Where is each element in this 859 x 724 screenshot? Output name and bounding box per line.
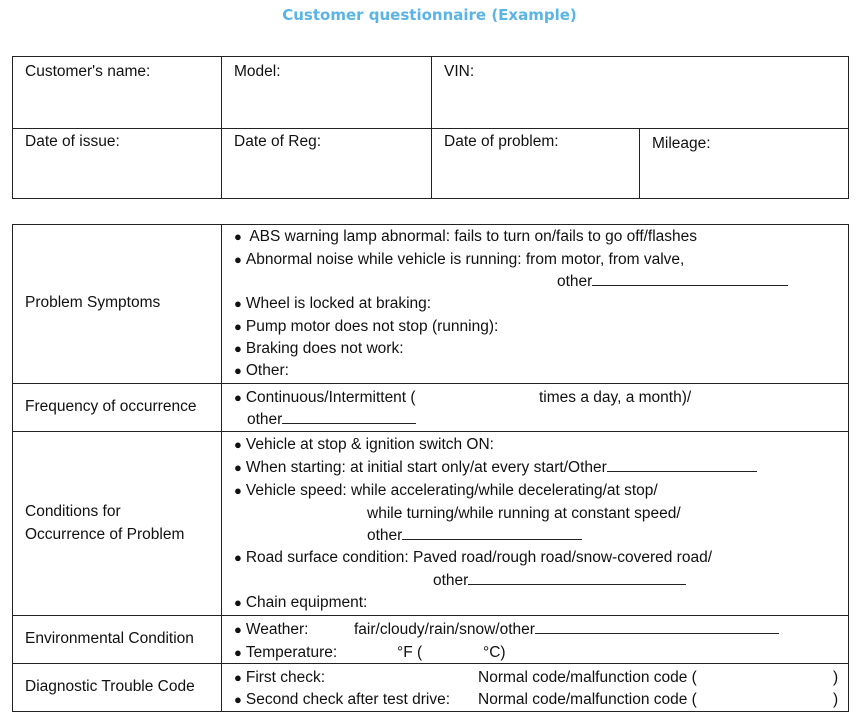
vehicle-stop-item[interactable]: ● Vehicle at stop & ignition switch ON: [234,436,494,453]
weather-item[interactable]: ● Weather: [234,621,309,638]
vehicle-speed-cont: while turning/while running at constant speed/ [367,505,681,522]
vehicle-speed-other[interactable]: other [367,526,582,546]
braking-item[interactable]: ● Braking does not work: [234,340,404,357]
second-check-options[interactable]: Normal code/malfunction code ( [478,691,697,708]
frequency-other[interactable]: other [247,410,416,430]
date-of-reg-field[interactable]: Date of Reg: [234,133,322,150]
temperature-celsius[interactable]: °C) [483,644,506,661]
frequency-item[interactable]: ● Continuous/Intermittent ( [234,389,416,406]
temperature-fahrenheit[interactable]: °F ( [397,644,423,661]
page-title: Customer questionnaire (Example) [282,6,577,24]
environment-label: Environmental Condition [25,630,194,647]
second-check-close: ) [833,691,839,708]
abnormal-noise-other[interactable]: other [557,272,788,292]
vehicle-speed-item[interactable]: ● Vehicle speed: while accelerating/while decelerating/at stop/ [234,482,658,499]
date-of-problem-field[interactable]: Date of problem: [444,133,559,150]
vin-field[interactable]: VIN: [444,63,475,80]
abs-lamp-item[interactable]: ● ABS warning lamp abnormal: fails to turn on/fails to go off/flashes [234,228,698,245]
pump-motor-item[interactable]: ● Pump motor does not stop (running): [234,318,499,335]
conditions-label-2: Occurrence of Problem [25,526,185,543]
frequency-label: Frequency of occurrence [25,398,197,415]
mileage-field[interactable]: Mileage: [652,135,711,152]
first-check-options[interactable]: Normal code/malfunction code ( [478,669,697,686]
customers-name-field[interactable]: Customer's name: [25,63,151,80]
conditions-label-1: Conditions for [25,503,121,520]
road-surface-other[interactable]: other [433,571,686,591]
frequency-times: times a day, a month)/ [539,389,692,406]
when-starting-item[interactable]: ● When starting: at initial start only/at every start/Other [234,458,757,478]
temperature-item[interactable]: ● Temperature: [234,644,338,661]
problem-symptoms-label: Problem Symptoms [25,294,161,311]
road-surface-item[interactable]: ● Road surface condition: Paved road/rough road/snow-covered road/ [234,549,713,566]
model-field[interactable]: Model: [234,63,281,80]
second-check-item[interactable]: ● Second check after test drive: [234,691,451,708]
weather-options[interactable]: fair/cloudy/rain/snow/other [354,620,779,640]
first-check-close: ) [833,669,839,686]
first-check-item[interactable]: ● First check: [234,669,326,686]
abnormal-noise-item[interactable]: ● Abnormal noise while vehicle is running: from motor, from valve, [234,251,685,268]
date-of-issue-field[interactable]: Date of issue: [25,133,120,150]
wheel-locked-item[interactable]: ● Wheel is locked at braking: [234,295,432,312]
dtc-label: Diagnostic Trouble Code [25,678,195,695]
other-symptom-item[interactable]: ● Other: [234,362,289,379]
chain-equipment-item[interactable]: ● Chain equipment: [234,594,368,611]
